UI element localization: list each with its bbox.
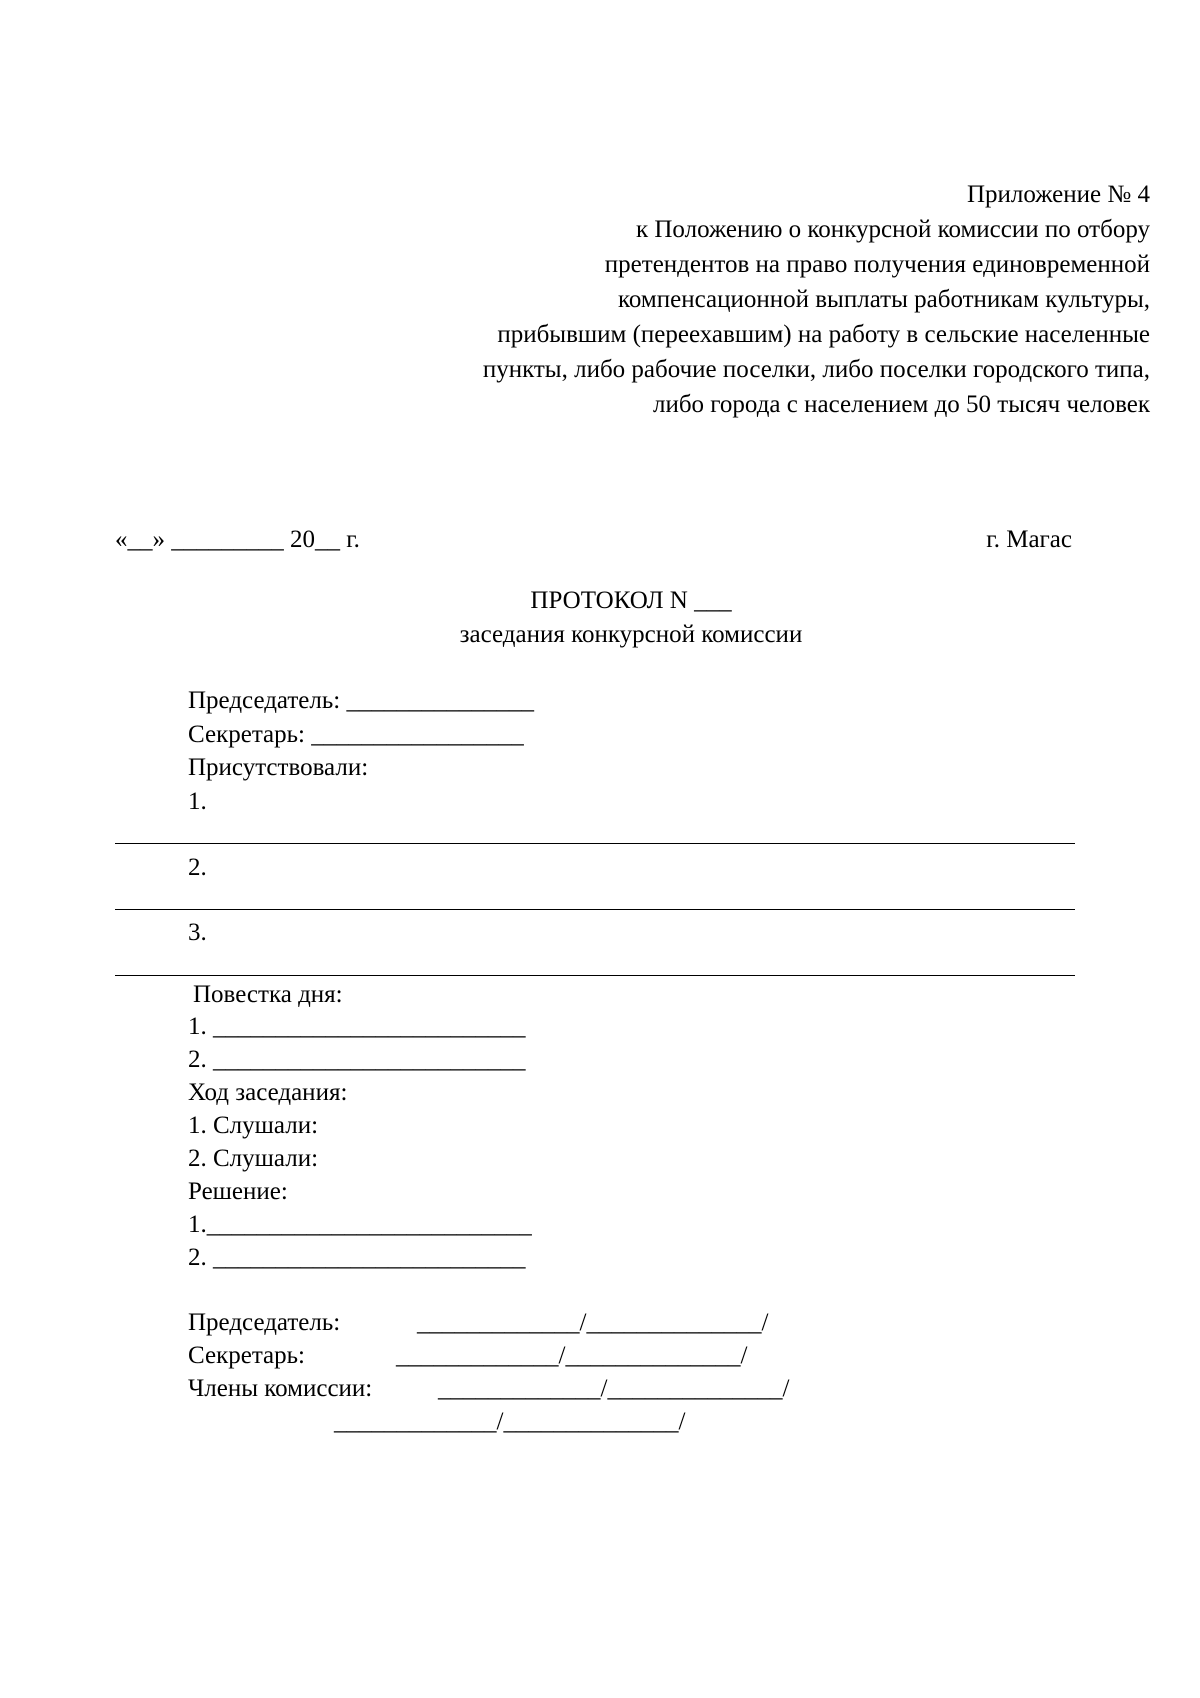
secretary-field: Секретарь: _________________ — [188, 721, 524, 748]
city: г. Магас — [986, 526, 1072, 553]
header-line: прибывшим (переехавшим) на работу в сельские населенные — [497, 321, 1150, 348]
present-item: 1. — [188, 788, 207, 815]
signature-members-line: _____________/______________/ — [438, 1375, 790, 1402]
signature-chairman-label: Председатель: — [188, 1309, 341, 1336]
header-line: либо города с населением до 50 тысяч человек — [652, 391, 1150, 418]
present-item-line — [115, 843, 1075, 844]
proceedings-item: 1. Слушали: — [188, 1112, 319, 1139]
header-line: компенсационной выплаты работникам культуры, — [618, 286, 1150, 313]
proceedings-label: Ход заседания: — [188, 1079, 348, 1106]
protocol-title: ПРОТОКОЛ N ___ — [530, 587, 732, 614]
present-item-line — [115, 975, 1075, 976]
signature-secretary-label: Секретарь: — [188, 1342, 305, 1369]
signature-members-label: Члены комиссии: — [188, 1375, 373, 1402]
agenda-item: 1. _________________________ — [188, 1013, 526, 1040]
protocol-subtitle: заседания конкурсной комиссии — [459, 621, 803, 648]
agenda-label: Повестка дня: — [193, 981, 343, 1008]
header-line: к Положению о конкурсной комиссии по отбору — [635, 216, 1150, 243]
signature-secretary-line: _____________/______________/ — [396, 1342, 748, 1369]
signature-chairman-line: _____________/______________/ — [417, 1309, 769, 1336]
present-label: Присутствовали: — [188, 754, 369, 781]
date-line: «__» _________ 20__ г. — [115, 526, 360, 553]
header-line: пункты, либо рабочие поселки, либо поселки городского типа, — [482, 356, 1150, 383]
decision-label: Решение: — [188, 1178, 288, 1205]
agenda-item: 2. _________________________ — [188, 1046, 526, 1073]
present-item: 2. — [188, 854, 207, 881]
present-item-line — [115, 909, 1075, 910]
present-item: 3. — [188, 919, 207, 946]
decision-item: 1.__________________________ — [188, 1211, 532, 1238]
proceedings-item: 2. Слушали: — [188, 1145, 319, 1172]
signature-extra-line: _____________/______________/ — [334, 1408, 686, 1435]
header-line: Приложение № 4 — [966, 181, 1150, 208]
chairman-field: Председатель: _______________ — [188, 687, 534, 714]
decision-item: 2. _________________________ — [188, 1244, 526, 1271]
header-line: претендентов на право получения единовременной — [604, 251, 1150, 278]
